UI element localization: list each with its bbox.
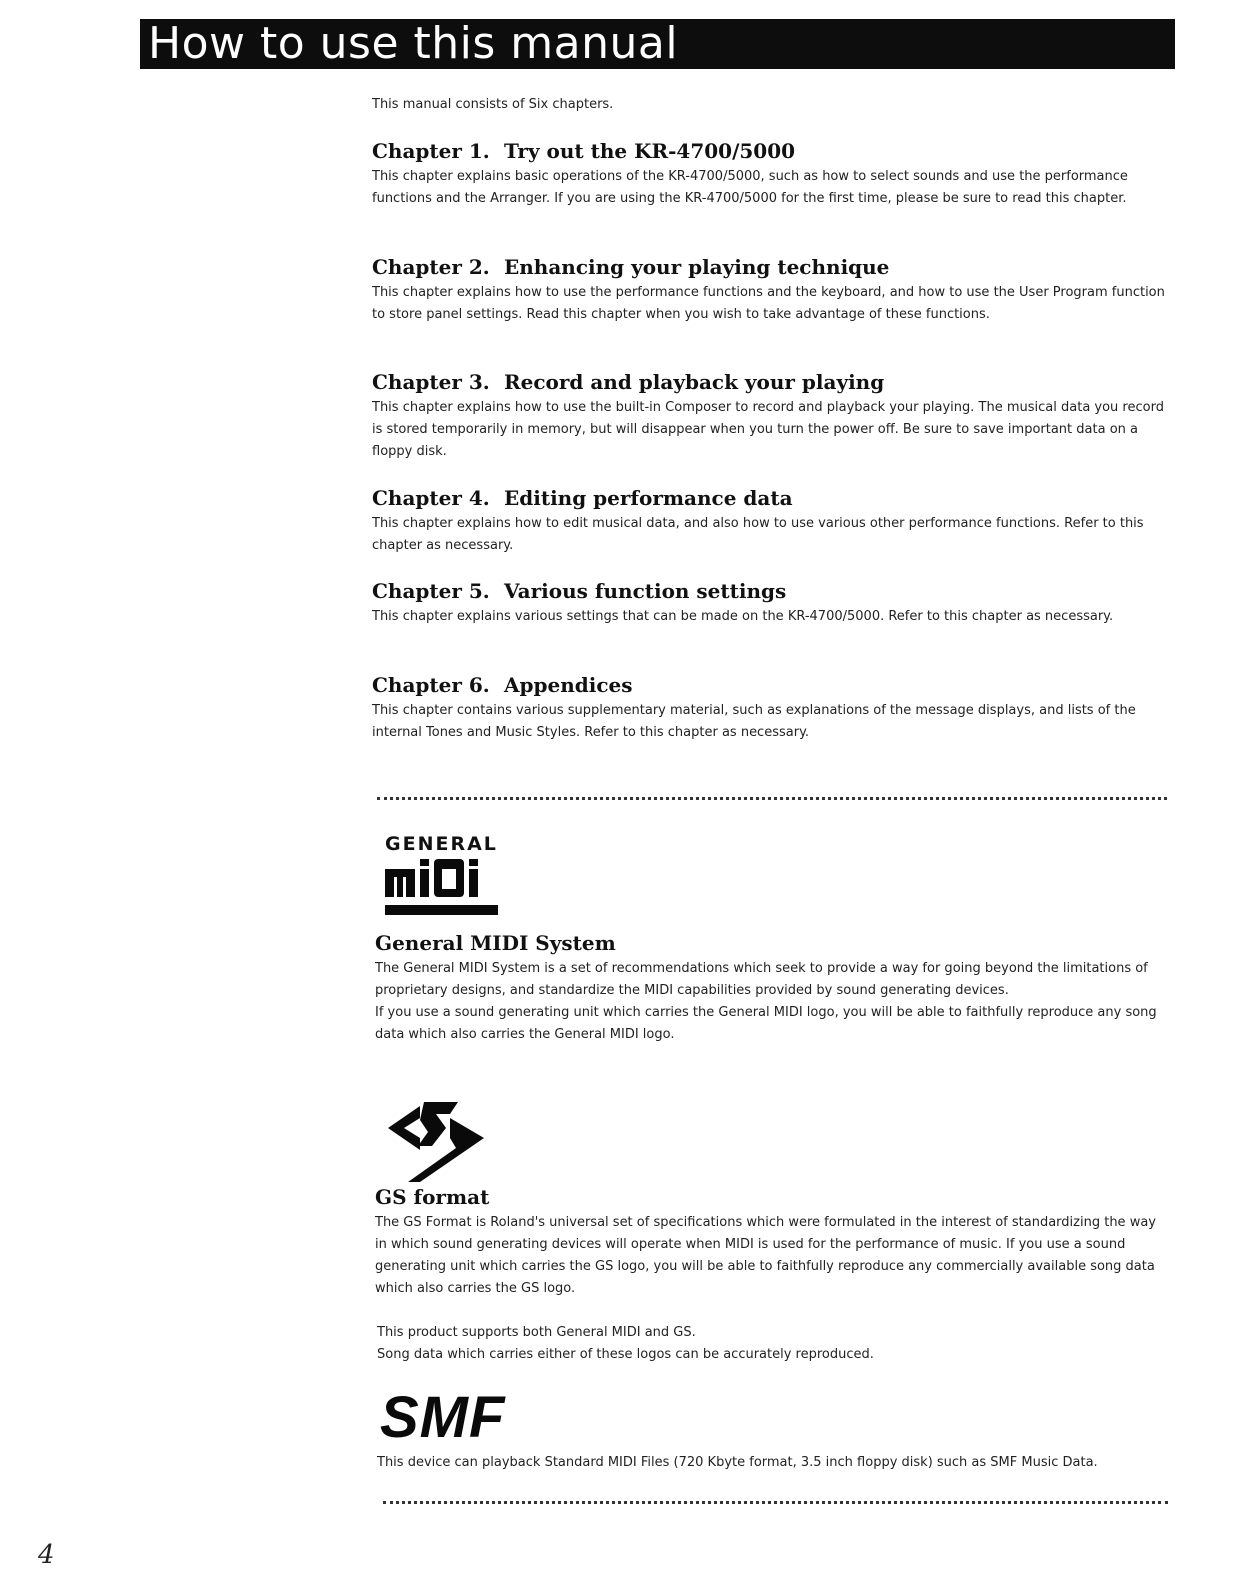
chapter-title: Try out the KR-4700/5000 [504,139,796,163]
general-midi-body-1: The General MIDI System is a set of recommendations which seek to provide a way for going beyond the limitations of proprietary designs, and standardize the MIDI capabilities provided by sound generating devices. [375,961,1148,998]
general-midi-logo [385,833,500,941]
gs-format-section [375,1184,1165,1300]
dotted-divider [377,797,1167,800]
gs-format-body: The GS Format is Roland's universal set of specifications which were formulated in the interest of standardizing the way in which sound generating devices will operate when MIDI is used for the performance of music. If you use a sound generating unit which carries the GS logo, you will be able to faithfully reproduce any commercially available song data which also carries the GS logo. [375,1215,1156,1296]
support-note [377,1322,874,1366]
chapter-heading [372,369,1172,395]
chapter-title: Enhancing your playing technique [504,255,890,279]
chapter-title: Record and playback your playing [504,370,885,394]
chapter-heading [372,254,1172,280]
chapter-heading [372,485,1172,511]
midi-logo-icon [385,855,500,937]
chapter-description: This chapter explains how to use the performance functions and the keyboard, and how to use the User Program function to store panel settings. Read this chapter when you wish to take advantage of these functions. [372,285,1165,322]
gs-format-heading: GS format [375,1185,490,1209]
dotted-divider-bottom [383,1501,1168,1504]
general-midi-logo-word: GENERAL [385,833,498,855]
chapter-number: Chapter 3. [372,370,490,394]
page-title-bar [140,19,1175,69]
chapter-number: Chapter 6. [372,673,490,697]
chapter-number: Chapter 2. [372,255,490,279]
chapter-heading [372,138,1172,164]
general-midi-heading: General MIDI System [375,931,616,955]
chapter-6 [372,672,1172,744]
gs-logo-icon [380,1092,490,1184]
chapter-heading [372,672,1172,698]
chapter-heading [372,578,1172,604]
chapter-description: This chapter contains various supplementary material, such as explanations of the message displays, and lists of the internal Tones and Music Styles. Refer to this chapter as necessary. [372,703,1136,740]
chapter-3 [372,369,1172,463]
chapter-4 [372,485,1172,557]
chapter-description: This chapter explains basic operations of the KR-4700/5000, such as how to select sounds and use the performance functions and the Arranger. If you are using the KR-4700/5000 for the first time, please be sure to read this chapter. [372,169,1128,206]
smf-logo: SMF [380,1385,506,1450]
chapter-2 [372,254,1172,326]
chapter-5 [372,578,1172,628]
general-midi-body-2: If you use a sound generating unit which carries the General MIDI logo, you will be able to faithfully reproduce any song data which also carries the General MIDI logo. [375,1005,1157,1042]
chapter-title: Editing performance data [504,486,793,510]
chapter-description: This chapter explains how to edit musical data, and also how to use various other performance functions. Refer to this chapter as necessary. [372,516,1144,553]
chapter-number: Chapter 1. [372,139,490,163]
chapter-description: This chapter explains various settings that can be made on the KR-4700/5000. Refer to this chapter as necessary. [372,609,1114,624]
support-line-2: Song data which carries either of these logos can be accurately reproduced. [377,1347,874,1362]
intro-text: This manual consists of Six chapters. [372,97,614,112]
chapter-1 [372,138,1172,210]
page-title: How to use this manual [148,18,679,69]
chapter-description: This chapter explains how to use the built-in Composer to record and playback your playing. The musical data you record is stored temporarily in memory, but will disappear when you turn the power off. Be sure to save important data on a floppy disk. [372,400,1164,459]
page-number: 4 [38,1540,55,1570]
chapter-title: Various function settings [504,579,787,603]
chapter-number: Chapter 4. [372,486,490,510]
general-midi-section [375,930,1165,1046]
support-line-1: This product supports both General MIDI and GS. [377,1325,696,1340]
chapter-title: Appendices [504,673,633,697]
chapter-number: Chapter 5. [372,579,490,603]
smf-body: This device can playback Standard MIDI Files (720 Kbyte format, 3.5 inch floppy disk) such as SMF Music Data. [377,1455,1098,1470]
